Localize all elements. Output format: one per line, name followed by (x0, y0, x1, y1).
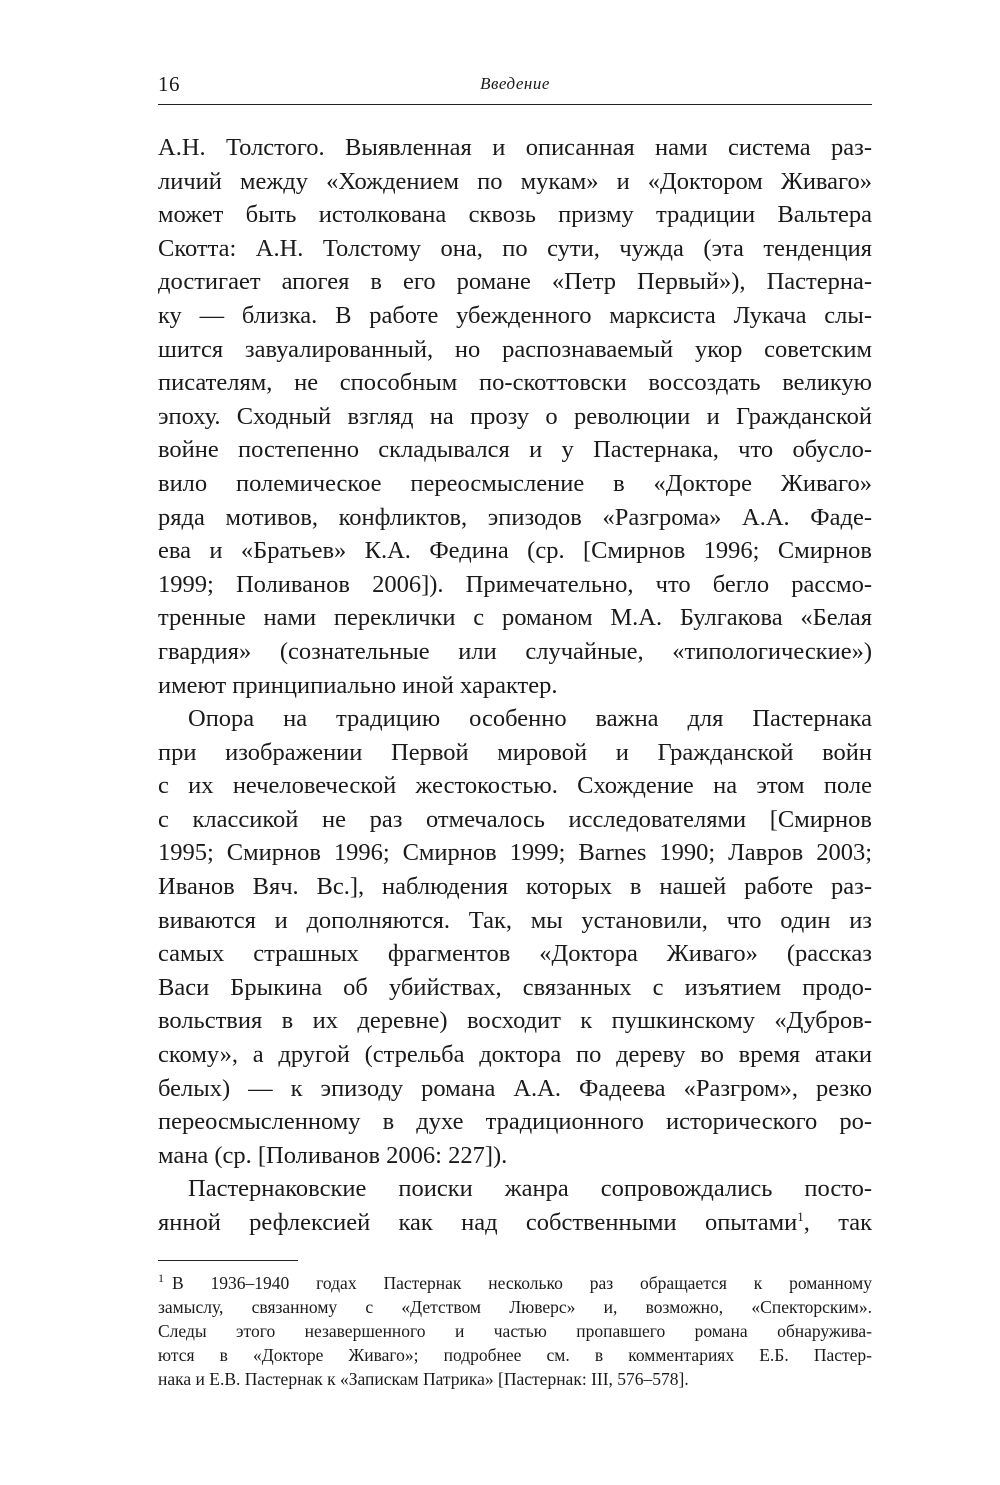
text-line: самых страшных фрагментов «Доктора Живаго» (рассказ (158, 940, 872, 968)
footnote-reference[interactable]: 1 (797, 1208, 804, 1224)
book-page (158, 70, 872, 1391)
text-line: шится завуалированный, но распознаваемый укор советским (158, 335, 872, 363)
body-text (158, 131, 872, 1240)
text-line: может быть истолкована сквозь призму традиции Вальтера (158, 201, 872, 229)
text-line: А.Н. Толстого. Выявленная и описанная нами система раз- (158, 134, 872, 161)
text-line: с классикой не раз отмечалось исследователями [Смирнов (158, 805, 872, 833)
text-line: писателям, не способным по-скоттовски воссоздать великую (158, 369, 872, 397)
footnote-marker: 1 (158, 1270, 164, 1285)
text-line: эпоху. Сходный взгляд на прозу о революции и Гражданской (158, 402, 872, 430)
text-line: тренные нами переклички с романом М.А. Булгакова «Белая (158, 604, 872, 632)
text-line: Пастернаковские поиски жанра сопровождались посто- (188, 1175, 872, 1203)
footnote-line: ются в «Докторе Живаго»; подробнее см. в комментариях Е.Б. Пастер- (158, 1344, 872, 1365)
text-line: войне постепенно складывался и у Пастернака, что обусло- (158, 436, 872, 464)
text-line: с их нечеловеческой жестокостью. Схождение на этом поле (158, 772, 872, 800)
running-head (158, 70, 872, 105)
text-line: 1995; Смирнов 1996; Смирнов 1999; Barnes 1990; Лавров 2003; (158, 839, 872, 867)
text-line: белых) — к эпизоду романа А.А. Фадеева «Разгром», резко (158, 1074, 872, 1102)
text-line: гвардия» (сознательные или случайные, «типологические») (158, 637, 872, 665)
text-line: достигает апогея в его романе «Петр Первый»), Пастерна- (158, 268, 872, 296)
text-line-segment: , так (803, 1209, 872, 1236)
text-line: ку — близка. В работе убежденного марксиста Лукача слы- (158, 301, 872, 329)
text-line (158, 1206, 872, 1240)
footnote-divider (158, 1260, 298, 1261)
text-line: ряда мотивов, конфликтов, эпизодов «Разгрома» А.А. Фаде- (158, 503, 872, 531)
text-line: Опора на традицию особенно важна для Пастернака (188, 705, 872, 733)
text-line: при изображении Первой мировой и Гражданской войн (158, 738, 872, 766)
text-line: скому», а другой (стрельба доктора по дереву во время атаки (158, 1041, 872, 1069)
text-line: виваются и дополняются. Так, мы установили, что один из (158, 906, 872, 934)
text-line: вольствия в их деревне) восходит к пушкинскому «Дубров- (158, 1007, 872, 1035)
footnote-line: замыслу, связанному с «Детством Люверс» и, возможно, «Спекторским». (158, 1296, 872, 1317)
text-line: Васи Брыкина об убийствах, связанных с изъятием продо- (158, 973, 872, 1001)
footnote-line (158, 1271, 872, 1295)
footnotes (158, 1271, 872, 1391)
text-line: имеют принципиально иной характер. (158, 671, 558, 699)
footnote-text: В 1936–1940 годах Пастернак несколько раз обращается к романному (172, 1272, 872, 1293)
text-line: личий между «Хождением по мукам» и «Доктором Живаго» (158, 167, 872, 195)
text-line: Скотта: А.Н. Толстому она, по сути, чужда (эта тенденция (158, 234, 872, 262)
text-line-segment: янной рефлексией как над собственными опытами (158, 1209, 798, 1236)
text-line: вило полемическое переосмысление в «Докторе Живаго» (158, 469, 872, 497)
text-line: мана (ср. [Поливанов 2006: 227]). (158, 1141, 508, 1169)
text-line: 1999; Поливанов 2006]). Примечательно, что бегло рассмо- (158, 570, 872, 598)
text-line: ева и «Братьев» К.А. Федина (ср. [Смирнов 1996; Смирнов (158, 537, 872, 565)
running-title: Введение (480, 74, 550, 93)
page-number: 16 (158, 72, 180, 96)
footnote-line: нака и Е.В. Пастернак к «Запискам Патрика» [Пастернак: III, 576–578]. (158, 1368, 689, 1389)
text-line: Иванов Вяч. Вс.], наблюдения которых в нашей работе раз- (158, 873, 872, 901)
text-line: переосмысленному в духе традиционного исторического ро- (158, 1108, 872, 1136)
footnote-line: Следы этого незавершенного и частью пропавшего романа обнаружива- (158, 1320, 872, 1341)
